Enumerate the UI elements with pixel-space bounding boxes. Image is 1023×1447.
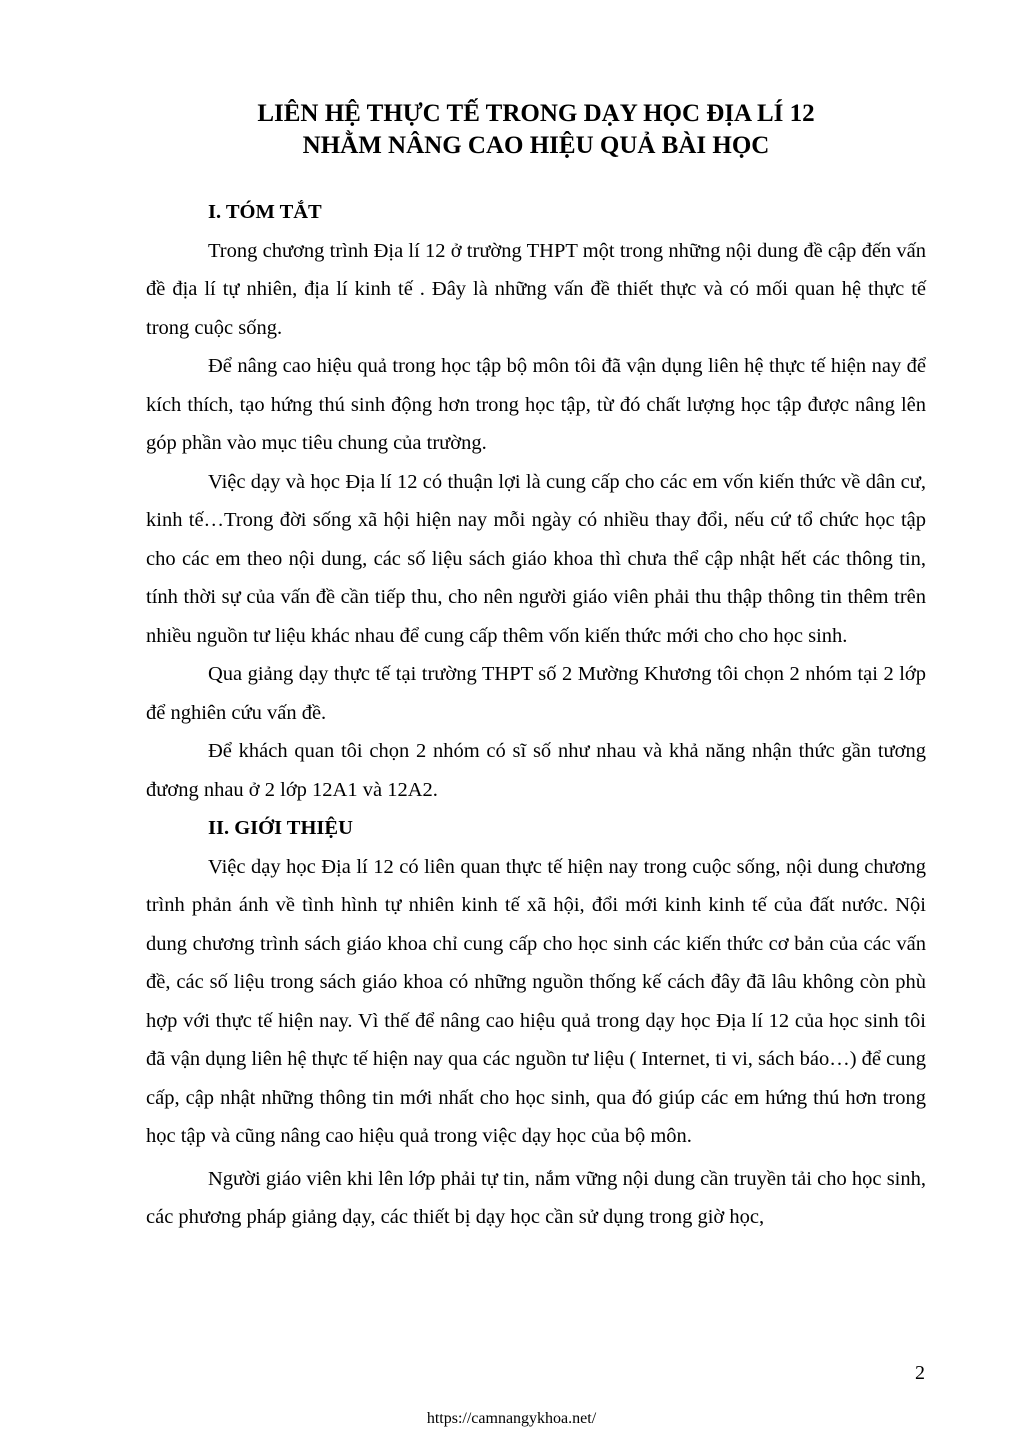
title-line-1: LIÊN HỆ THỰC TẾ TRONG DẠY HỌC ĐỊA LÍ 12 xyxy=(257,100,815,127)
document-body xyxy=(146,193,926,1237)
summary-paragraph-3: Việc dạy và học Địa lí 12 có thuận lợi là cung cấp cho các em vốn kiến thức về dân cư, kinh tế…Trong đời sống xã hội hiện nay mỗi ngày có nhiều thay đổi, nếu cứ tổ chức học tập cho các em theo nội dung, các số liệu sách giáo khoa thì chưa thể cập nhật hết các thông tin, tính thời sự của vấn đề cần tiếp thu, cho nên người giáo viên phải thu thập thông tin thêm trên nhiều nguồn tư liệu khác nhau để cung cấp thêm vốn kiến thức mới cho cho học sinh. xyxy=(146,470,926,647)
footer-url[interactable]: https://camnangykhoa.net/ xyxy=(426,1410,597,1427)
section-heading-intro: II. GIỚI THIỆU xyxy=(208,817,353,839)
page-number: 2 xyxy=(915,1362,925,1384)
title-line-2: NHẰM NÂNG CAO HIỆU QUẢ BÀI HỌC xyxy=(302,132,770,159)
intro-paragraph-2: Người giáo viên khi lên lớp phải tự tin, nắm vững nội dung cần truyền tải cho học sinh, các phương pháp giảng dạy, các thiết bị dạy học cần sử dụng trong giờ học, xyxy=(146,1167,926,1228)
section-heading-summary: I. TÓM TẮT xyxy=(208,201,322,223)
summary-paragraph-5: Để khách quan tôi chọn 2 nhóm có sĩ số như nhau và khả năng nhận thức gần tương đương nhau ở 2 lớp 12A1 và 12A2. xyxy=(146,740,926,801)
summary-paragraph-1: Trong chương trình Địa lí 12 ở trường THPT một trong những nội dung đề cập đến vấn đề địa lí tự nhiên, địa lí kinh tế . Đây là những vấn đề thiết thực và có mối quan hệ thực tế trong cuộc sống. xyxy=(146,239,926,339)
summary-paragraph-4: Qua giảng dạy thực tế tại trường THPT số 2 Mường Khương tôi chọn 2 nhóm tại 2 lớp để nghiên cứu vấn đề. xyxy=(146,663,926,724)
intro-paragraph-1: Việc dạy học Địa lí 12 có liên quan thực tế hiện nay trong cuộc sống, nội dung chương trình phản ánh về tình hình tự nhiên kinh tế xã hội, đổi mới kinh kinh tế của đất nước. Nội dung chương trình sách giáo khoa chỉ cung cấp cho học sinh các kiến thức cơ bản của các vấn đề, các số liệu trong sách giáo khoa có những nguồn thống kế cách đây đã lâu không còn phù hợp với thực tế hiện nay. Vì thế để nâng cao hiệu quả trong dạy học Địa lí 12 của học sinh tôi đã vận dụng liên hệ thực tế hiện nay qua các nguồn tư liệu ( Internet, ti vi, sách báo…) để cung cấp, cập nhật những thông tin mới nhất cho học sinh, qua đó giúp các em hứng thú hơn trong học tập và cũng nâng cao hiệu quả trong việc dạy học của bộ môn. xyxy=(146,855,926,1147)
summary-paragraph-2: Để nâng cao hiệu quả trong học tập bộ môn tôi đã vận dụng liên hệ thực tế hiện nay để kích thích, tạo hứng thú sinh động hơn trong học tập, từ đó chất lượng học tập được nâng lên góp phần vào mục tiêu chung của trường. xyxy=(146,355,926,454)
document-title xyxy=(146,98,926,162)
